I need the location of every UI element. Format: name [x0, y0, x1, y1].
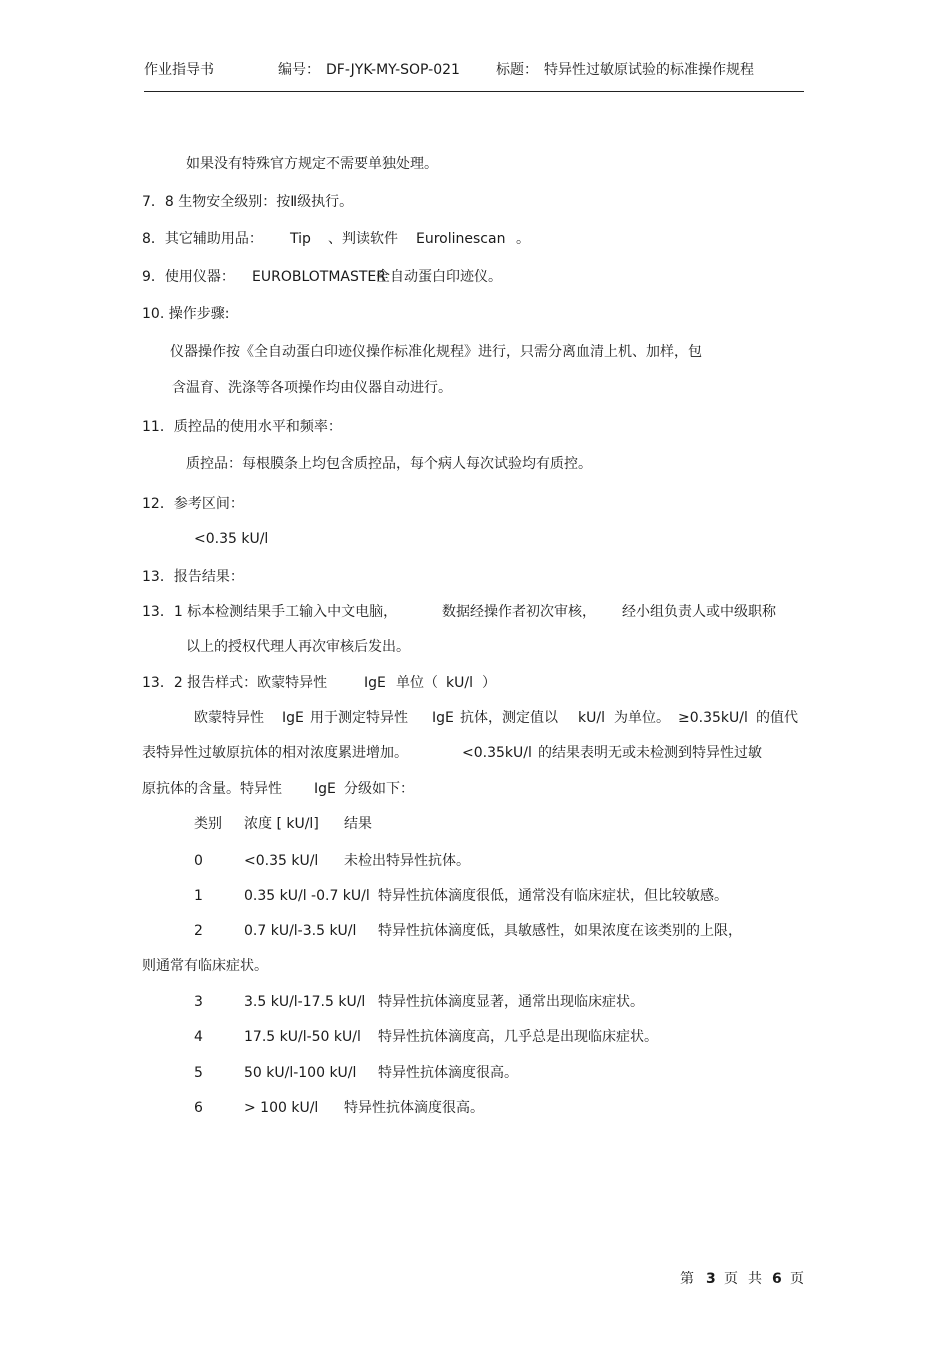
page-total-label: 页 — [790, 1271, 804, 1287]
body-line: 的结果表明无或未检测到特异性过敏 — [538, 745, 762, 761]
body-line: <0.35kU/l — [462, 745, 532, 761]
grading-header-class: 类别 — [194, 816, 222, 832]
body-line: 、判读软件 — [328, 231, 398, 247]
body-line: 经小组负责人或中级职称 — [622, 604, 776, 620]
body-line: 质控品：每根膜条上均包含质控品，每个病人每次试验均有质控。 — [186, 456, 592, 472]
page-total: 6 — [772, 1271, 782, 1287]
grading-concentration: 0.7 kU/l-3.5 kU/l — [244, 923, 357, 939]
grading-concentration: 17.5 kU/l-50 kU/l — [244, 1029, 361, 1045]
body-line: IgE — [282, 710, 304, 726]
grading-class: 6 — [194, 1100, 203, 1116]
grading-concentration: <0.35 kU/l — [244, 853, 319, 869]
body-line: ≥0.35kU/l — [678, 710, 748, 726]
body-line: EUROBLOTMASTER — [252, 269, 386, 285]
grading-concentration: 3.5 kU/l-17.5 kU/l — [244, 994, 366, 1010]
body-line: IgE — [364, 675, 386, 691]
body-line: 欧蒙特异性 — [194, 710, 264, 726]
grading-concentration: 0.35 kU/l -0.7 kU/l — [244, 888, 370, 904]
doc-number-label: 编号： — [278, 62, 320, 78]
grading-result: 未检出特异性抗体。 — [344, 853, 470, 869]
grading-class: 0 — [194, 853, 203, 869]
body-line: 抗体，测定值以 — [460, 710, 558, 726]
grading-class: 2 — [194, 923, 203, 939]
body-line: kU/l — [578, 710, 605, 726]
body-line: IgE — [314, 781, 336, 797]
body-line: 10. 操作步骤: — [142, 306, 230, 322]
grading-class: 3 — [194, 994, 203, 1010]
body-line: kU/l — [446, 675, 473, 691]
grading-result: 特异性抗体滴度高，几乎总是出现临床症状。 — [378, 1029, 658, 1045]
body-line: Eurolinescan — [416, 231, 506, 247]
body-line: 单位（ — [396, 675, 438, 691]
body-line: 12．参考区间： — [142, 496, 244, 512]
grading-header-result: 结果 — [344, 816, 372, 832]
doc-title: 特异性过敏原试验的标准操作规程 — [544, 62, 754, 78]
body-line: 用于测定特异性 — [310, 710, 408, 726]
doc-title-label: 标题： — [496, 62, 538, 78]
body-line: 9．使用仪器： — [142, 269, 235, 285]
grading-header-concentration: 浓度 [ kU/l] — [244, 816, 319, 832]
body-line: ） — [482, 675, 496, 691]
grading-class: 5 — [194, 1065, 203, 1081]
doc-number: DF-JYK-MY-SOP-021 — [326, 62, 460, 78]
body-line: 8．其它辅助用品： — [142, 231, 263, 247]
grading-result: 特异性抗体滴度显著，通常出现临床症状。 — [378, 994, 644, 1010]
grading-class: 4 — [194, 1029, 203, 1045]
page-number-label: 页 — [724, 1271, 738, 1287]
body-line: 数据经操作者初次审核， — [442, 604, 596, 620]
grading-result: 特异性抗体滴度很高。 — [344, 1100, 484, 1116]
body-line: 13．2 报告样式：欧蒙特异性 — [142, 675, 328, 691]
grading-result: 特异性抗体滴度很低，通常没有临床症状，但比较敏感。 — [378, 888, 728, 904]
body-line: 原抗体的含量。特异性 — [142, 781, 282, 797]
grading-concentration: 50 kU/l-100 kU/l — [244, 1065, 357, 1081]
body-line: 以上的授权代理人再次审核后发出。 — [186, 639, 410, 655]
body-line: 仪器操作按《全自动蛋白印迹仪操作标准化规程》进行，只需分离血清上机、加样，包 — [170, 344, 702, 360]
body-line: 13．报告结果： — [142, 569, 244, 585]
header-divider — [144, 91, 804, 92]
body-line: Tip — [290, 231, 311, 247]
body-line: 含温育、洗涤等各项操作均由仪器自动进行。 — [172, 380, 452, 396]
body-line: 的值代 — [756, 710, 798, 726]
page-current: 3 — [706, 1271, 716, 1287]
body-line: 13．1 标本检测结果手工输入中文电脑， — [142, 604, 398, 620]
body-line: 。 — [516, 231, 530, 247]
body-line: 表特异性过敏原抗体的相对浓度累进增加。 — [142, 745, 408, 761]
grading-result: 特异性抗体滴度低，具敏感性，如果浓度在该类别的上限， — [378, 923, 742, 939]
body-line: 全自动蛋白印迹仪。 — [376, 269, 502, 285]
body-line: 分级如下： — [344, 781, 414, 797]
body-line: IgE — [432, 710, 454, 726]
doc-type: 作业指导书 — [144, 62, 214, 78]
body-line: 11．质控品的使用水平和频率： — [142, 419, 342, 435]
body-line: 为单位。 — [614, 710, 670, 726]
grading-result-continued: 则通常有临床症状。 — [142, 958, 268, 974]
body-line: 如果没有特殊官方规定不需要单独处理。 — [186, 156, 438, 172]
reference-range: <0.35 kU/l — [194, 531, 269, 547]
grading-result: 特异性抗体滴度很高。 — [378, 1065, 518, 1081]
body-line: 7．8 生物安全级别：按Ⅱ级执行。 — [142, 194, 354, 210]
page-total-prefix: 共 — [748, 1271, 762, 1287]
page-number-prefix: 第 — [680, 1271, 694, 1287]
grading-concentration: > 100 kU/l — [244, 1100, 319, 1116]
grading-class: 1 — [194, 888, 203, 904]
